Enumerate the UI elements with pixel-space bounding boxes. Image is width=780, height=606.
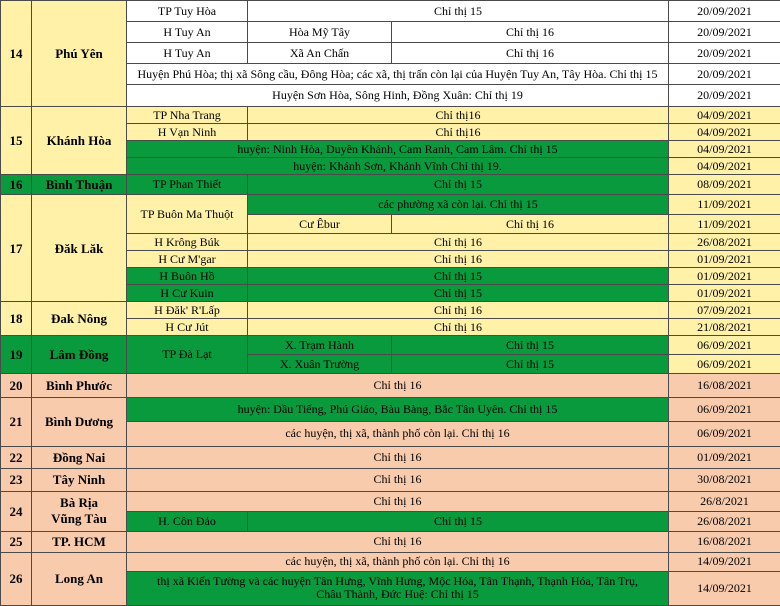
date-cell: 26/08/2021	[669, 511, 780, 531]
row-number: 22	[1, 446, 32, 468]
area-cell: TP Đà Lạt	[127, 336, 248, 374]
date-cell: 06/09/2021	[669, 355, 780, 374]
date-cell: 30/08/2021	[669, 468, 780, 491]
directive-cell: Chỉ thị 15	[392, 336, 669, 355]
date-cell: 20/09/2021	[669, 1, 780, 22]
province-name: Khánh Hòa	[32, 107, 127, 175]
area-cell: H Tuy An	[127, 22, 248, 43]
date-cell: 16/08/2021	[669, 531, 780, 552]
date-cell: 20/09/2021	[669, 85, 780, 107]
date-cell: 06/09/2021	[669, 397, 780, 421]
date-cell: 26/08/2021	[669, 234, 780, 251]
directive-cell: Chỉ thị 16	[127, 468, 669, 491]
row-number: 24	[1, 491, 32, 531]
date-cell: 14/09/2021	[669, 552, 780, 571]
province-name: Bình Phước	[32, 374, 127, 397]
note-cell: các huyện, thị xã, thành phố còn lại. Chỉ thị 16	[127, 552, 669, 571]
note-cell: thị xã Kiến Tường và các huyện Tân Hưng, Vĩnh Hưng, Mộc Hóa, Tân Thạnh, Thạnh Hóa, Tân Trụ, Châu Thành, Đức Huệ: Chỉ thị 15	[127, 571, 669, 605]
province-name: TP. HCM	[32, 531, 127, 552]
note-cell: Huyện Sơn Hòa, Sông Hinh, Đồng Xuân: Chỉ thị 19	[127, 85, 669, 107]
table-row	[1, 1, 780, 22]
directive-cell: Chỉ thị 15	[248, 511, 669, 531]
row-number: 14	[1, 1, 32, 107]
row-number: 23	[1, 468, 32, 491]
date-cell: 14/09/2021	[669, 571, 780, 605]
date-cell: 11/09/2021	[669, 195, 780, 215]
row-number: 18	[1, 302, 32, 336]
directive-cell: Chỉ thị 16	[248, 302, 669, 319]
area-cell: H Cư Jút	[127, 319, 248, 336]
note-cell: huyện: Dầu Tiếng, Phú Giáo, Bàu Bàng, Bắc Tân Uyên. Chỉ thị 15	[127, 397, 669, 421]
date-cell: 07/09/2021	[669, 302, 780, 319]
area-cell: TP Buôn Ma Thuột	[127, 195, 248, 234]
area-cell: TP Phan Thiết	[127, 175, 248, 195]
table-row	[1, 397, 780, 421]
note-cell: các phường xã còn lại. Chỉ thị 15	[248, 195, 669, 215]
province-name: Long An	[32, 552, 127, 605]
date-cell: 20/09/2021	[669, 22, 780, 43]
province-name: Bà Rịa Vũng Tàu	[32, 491, 127, 531]
area-cell: H Cư Kuin	[127, 285, 248, 302]
area-cell: H Tuy An	[127, 43, 248, 64]
note-cell: huyện: Khánh Sơn, Khánh Vĩnh Chỉ thị 19.	[127, 158, 669, 175]
date-cell: 06/09/2021	[669, 336, 780, 355]
table-row	[1, 195, 780, 215]
note-cell: huyện: Ninh Hòa, Duyên Khánh, Cam Ranh, Cam Lâm. Chỉ thị 15	[127, 141, 669, 158]
date-cell: 11/09/2021	[669, 215, 780, 234]
subarea-cell: Xã An Chấn	[248, 43, 392, 64]
directive-cell: Chỉ thị 16	[127, 374, 669, 397]
directive-cell: Chỉ thị 16	[392, 22, 669, 43]
subarea-cell: X. Xuân Trường	[248, 355, 392, 374]
directive-cell: Chỉ thị 15	[248, 285, 669, 302]
row-number: 19	[1, 336, 32, 374]
province-name: Phú Yên	[32, 1, 127, 107]
row-number: 16	[1, 175, 32, 195]
date-cell: 04/09/2021	[669, 158, 780, 175]
directive-cell: Chỉ thị 16	[127, 531, 669, 552]
area-cell: H Buôn Hồ	[127, 268, 248, 285]
directive-cell: Chỉ thị 15	[392, 355, 669, 374]
row-number: 25	[1, 531, 32, 552]
date-cell: 21/08/2021	[669, 319, 780, 336]
row-number: 15	[1, 107, 32, 175]
table-row	[1, 374, 780, 397]
date-cell: 04/09/2021	[669, 107, 780, 124]
date-cell: 01/09/2021	[669, 446, 780, 468]
province-name: Bình Dương	[32, 397, 127, 446]
table-row	[1, 175, 780, 195]
table-row	[1, 107, 780, 124]
date-cell: 01/09/2021	[669, 251, 780, 268]
table-row	[1, 302, 780, 319]
table-row	[1, 531, 780, 552]
directive-cell: Chỉ thị 15	[248, 268, 669, 285]
directive-cell: Chỉ thị 16	[392, 215, 669, 234]
note-cell: Huyện Phú Hòa; thị xã Sông cầu, Đông Hòa; các xã, thị trấn còn lại của Huyện Tuy An, Tây Hòa. Chỉ thị 15	[127, 64, 669, 85]
directive-cell: Chỉ thị 15	[248, 175, 669, 195]
row-number: 21	[1, 397, 32, 446]
area-cell: TP Nha Trang	[127, 107, 248, 124]
table-row	[1, 446, 780, 468]
directive-cell: Chỉ thị 15	[248, 1, 669, 22]
date-cell: 01/09/2021	[669, 268, 780, 285]
date-cell: 16/08/2021	[669, 374, 780, 397]
area-cell: H Vạn Ninh	[127, 124, 248, 141]
date-cell: 04/09/2021	[669, 141, 780, 158]
subarea-cell: Hòa Mỹ Tây	[248, 22, 392, 43]
province-name: Đăk Lăk	[32, 195, 127, 302]
table-row	[1, 491, 780, 511]
note-cell: các huyện, thị xã, thành phố còn lại. Chỉ thị 16	[127, 421, 669, 446]
date-cell: 01/09/2021	[669, 285, 780, 302]
table-row	[1, 552, 780, 571]
directive-cell: Chỉ thị 16	[127, 491, 669, 511]
date-cell: 26/8/2021	[669, 491, 780, 511]
area-cell: H. Côn Đảo	[127, 511, 248, 531]
directive-cell: Chỉ thị 16	[392, 43, 669, 64]
row-number: 26	[1, 552, 32, 605]
row-number: 20	[1, 374, 32, 397]
province-name: Bình Thuận	[32, 175, 127, 195]
table-row	[1, 468, 780, 491]
directive-cell: Chỉ thị 16	[248, 234, 669, 251]
directive-cell: Chỉ thị 16	[248, 251, 669, 268]
subarea-cell: Cư Êbur	[248, 215, 392, 234]
directive-cell: Chỉ thị16	[248, 124, 669, 141]
date-cell: 08/09/2021	[669, 175, 780, 195]
date-cell: 20/09/2021	[669, 43, 780, 64]
area-cell: H Cư M'gar	[127, 251, 248, 268]
date-cell: 04/09/2021	[669, 124, 780, 141]
directive-cell: Chỉ thị 16	[127, 446, 669, 468]
directive-cell: Chỉ thị 16	[248, 319, 669, 336]
province-name: Lâm Đồng	[32, 336, 127, 374]
province-name: Đồng Nai	[32, 446, 127, 468]
province-name: Tây Ninh	[32, 468, 127, 491]
row-number: 17	[1, 195, 32, 302]
table-row	[1, 336, 780, 355]
date-cell: 20/09/2021	[669, 64, 780, 85]
directive-cell: Chỉ thị16	[248, 107, 669, 124]
date-cell: 06/09/2021	[669, 421, 780, 446]
subarea-cell: X. Trạm Hành	[248, 336, 392, 355]
area-cell: TP Tuy Hòa	[127, 1, 248, 22]
area-cell: H Đăk' R'Lấp	[127, 302, 248, 319]
province-name: Đak Nông	[32, 302, 127, 336]
area-cell: H Krông Búk	[127, 234, 248, 251]
